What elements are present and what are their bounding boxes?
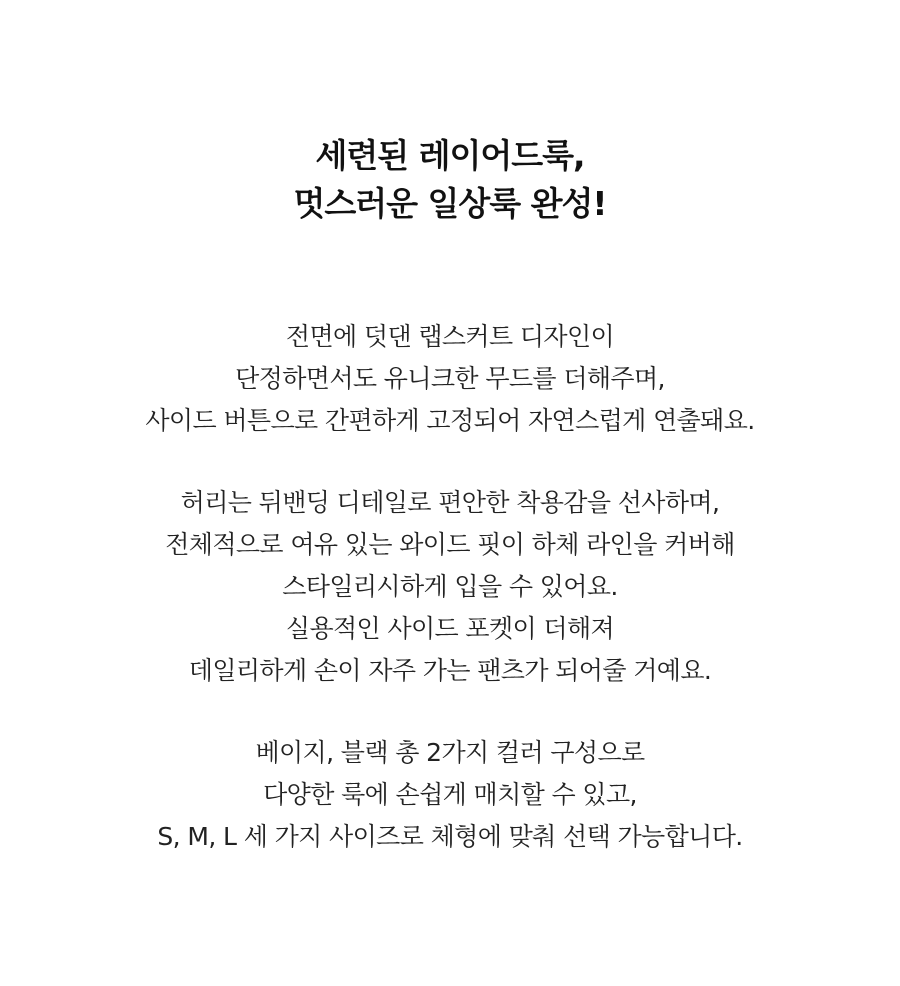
- paragraph-line: 단정하면서도 유니크한 무드를 더해주며,: [235, 364, 665, 393]
- paragraph-line: 데일리하게 손이 자주 가는 팬츠가 되어줄 거예요.: [188, 656, 712, 685]
- paragraph-fit: [0, 482, 900, 692]
- paragraph-line: 다양한 룩에 손쉽게 매치할 수 있고,: [263, 780, 637, 809]
- paragraph-design: [0, 316, 900, 442]
- paragraph-line: 실용적인 사이드 포켓이 더해져: [285, 614, 615, 643]
- paragraph-line: 베이지, 블랙 총 2가지 컬러 구성으로: [255, 738, 645, 767]
- paragraph-line: 전면에 덧댄 랩스커트 디자인이: [285, 322, 615, 351]
- headline: [0, 132, 900, 228]
- headline-line: 세련된 레이어드룩,: [315, 136, 585, 175]
- paragraph-line: S, M, L 세 가지 사이즈로 체형에 맞춰 선택 가능합니다.: [157, 822, 743, 851]
- headline-line: 멋스러운 일상룩 완성!: [293, 184, 607, 223]
- paragraph-line: 전체적으로 여유 있는 와이드 핏이 하체 라인을 커버해: [165, 530, 735, 559]
- paragraph-options: [0, 732, 900, 858]
- paragraph-line: 스타일리시하게 입을 수 있어요.: [282, 572, 618, 601]
- paragraph-line: 사이드 버튼으로 간편하게 고정되어 자연스럽게 연출돼요.: [145, 406, 755, 435]
- paragraph-line: 허리는 뒤밴딩 디테일로 편안한 착용감을 선사하며,: [180, 488, 720, 517]
